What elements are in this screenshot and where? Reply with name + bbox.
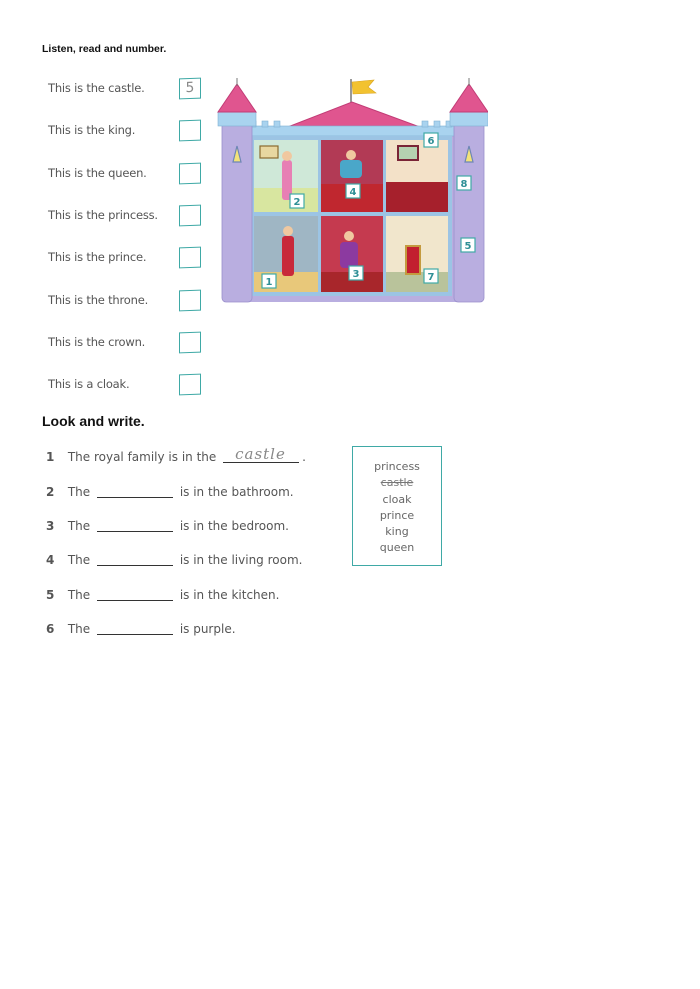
svg-text:1: 1 [265, 277, 273, 288]
item-after: is purple. [179, 622, 236, 636]
answer-box[interactable] [179, 205, 201, 227]
svg-text:4: 4 [349, 187, 357, 198]
exercise2-instruction: Look and write. [42, 413, 145, 429]
svg-text:2: 2 [293, 197, 301, 208]
answer-blank[interactable] [97, 518, 173, 532]
item-text: This is the throne. [48, 293, 149, 307]
answer-box[interactable] [179, 374, 201, 396]
write-item [46, 552, 302, 572]
item-number: 6 [46, 622, 55, 636]
item-text: This is the queen. [48, 166, 147, 180]
answer-blank[interactable] [97, 621, 173, 635]
item-number: 1 [46, 450, 55, 464]
word-bank-item-crossed: castle [380, 476, 414, 490]
number-item [48, 290, 208, 312]
item-before: The [67, 519, 91, 533]
number-item [48, 374, 208, 396]
answer-box[interactable] [179, 247, 201, 269]
word-bank-item: princess [374, 460, 420, 473]
item-text: This is the king. [48, 123, 136, 137]
item-before: The [67, 588, 91, 602]
svg-text:8: 8 [460, 179, 468, 190]
write-item [46, 587, 279, 607]
word-bank-item: cloak [382, 492, 412, 506]
item-number: 2 [46, 485, 55, 499]
number-item [48, 163, 208, 185]
answer-box[interactable] [179, 332, 201, 354]
number-item [48, 120, 208, 142]
item-after: is in the bedroom. [179, 519, 289, 533]
item-before: The [67, 485, 91, 499]
item-text: This is the princess. [48, 208, 158, 222]
item-text: This is the prince. [48, 250, 147, 264]
svg-text:3: 3 [352, 269, 360, 280]
item-text: This is a cloak. [48, 377, 130, 391]
item-number: 4 [46, 553, 55, 567]
svg-text:6: 6 [427, 136, 435, 147]
answer-blank[interactable] [223, 445, 299, 463]
word-bank-item: prince [379, 508, 415, 522]
castle-illustration [216, 76, 488, 304]
item-after: is in the living room. [179, 553, 303, 567]
svg-text:5: 5 [464, 241, 472, 252]
svg-text:7: 7 [427, 272, 435, 283]
item-number: 3 [46, 519, 55, 533]
number-item [48, 205, 208, 227]
write-item [46, 484, 294, 504]
write-item [46, 621, 236, 641]
word-bank-item: king [385, 525, 409, 539]
answer-blank[interactable] [97, 552, 173, 566]
word-bank-item: queen [379, 541, 415, 555]
number-item [48, 78, 208, 100]
handwritten-answer: castle [235, 445, 286, 463]
item-before: The [67, 553, 91, 567]
item-number: 5 [46, 588, 55, 602]
item-before: The royal family is in the [67, 450, 217, 464]
word-bank [352, 446, 442, 566]
write-item [46, 445, 306, 469]
item-after: . [302, 450, 306, 464]
answer-box[interactable] [179, 120, 201, 142]
answer-blank[interactable] [97, 484, 173, 498]
item-text: This is the castle. [48, 81, 145, 95]
item-text: This is the crown. [48, 335, 146, 349]
number-item [48, 247, 208, 269]
write-item [46, 518, 289, 538]
exercise1-instruction: Listen, read and number. [42, 43, 167, 55]
answer-box[interactable] [179, 163, 201, 185]
item-before: The [67, 622, 91, 636]
item-after: is in the bathroom. [179, 485, 294, 499]
answer-box[interactable]: 5 [179, 78, 201, 100]
answer-box[interactable] [179, 290, 201, 312]
answer-blank[interactable] [97, 587, 173, 601]
number-item [48, 332, 208, 354]
item-after: is in the kitchen. [179, 588, 280, 602]
